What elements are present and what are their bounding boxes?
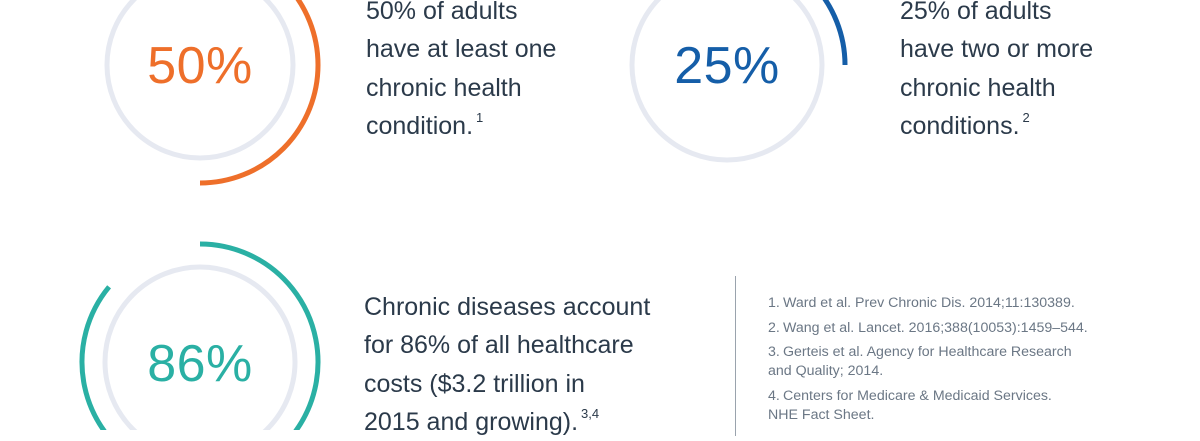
stat-3-line-2: for 86% of all healthcare [364,331,634,360]
stat-3-line-4 [364,403,650,441]
reference-item [768,319,1188,338]
stat-2-footnote: 2 [1022,109,1030,125]
stat-2-line-4 [900,107,1093,145]
stat-1-line-4-text: condition. [366,111,474,140]
reference-number: 4. [768,387,780,404]
stat-3-description [364,288,650,441]
reference-text-continued: and Quality; 2014. [768,363,884,379]
stat-3-percent: 86% [147,335,253,393]
reference-item [768,387,1188,425]
stat-1-line-3: chronic health [366,73,522,102]
stat-2-line-4-text: conditions. [900,111,1020,140]
stat-2-line-3: chronic health [900,73,1056,102]
stat-1-line-4 [366,107,556,145]
stat-1-line-2: have at least one [366,35,557,64]
stat-1-footnote: 1 [476,109,484,125]
stat-2-line-1: 25% of adults [900,0,1052,25]
reference-text-continued: NHE Fact Sheet. [768,406,875,423]
reference-item [768,294,1188,313]
stat-3-line-3: costs ($3.2 trillion in [364,369,585,398]
reference-number: 1. [768,295,780,311]
reference-number: 3. [768,344,780,360]
stat-2-percent: 25% [674,37,780,95]
reference-text: Ward et al. Prev Chronic Dis. 2014;11:130389. [783,295,1075,311]
reference-text: Centers for Medicare & Medicaid Services. [783,387,1052,404]
reference-number: 2. [768,319,780,336]
stat-3-footnote: 3,4 [581,405,600,421]
stat-2-description [900,0,1093,145]
stat-1-description [366,0,556,145]
references-divider [735,276,736,436]
stat-2-line-2: have two or more [900,35,1094,64]
reference-text: Wang et al. Lancet. 2016;388(10053):1459–544. [783,319,1088,336]
stat-1-percent: 50% [147,37,253,95]
reference-text: Gerteis et al. Agency for Healthcare Research [783,344,1072,360]
stat-1-line-1: 50% of adults [366,0,518,25]
references-list [768,294,1188,430]
reference-item [768,343,1188,381]
stat-3-line-4-text: 2015 and growing). [364,407,579,436]
stat-3-line-1: Chronic diseases account [364,293,651,321]
